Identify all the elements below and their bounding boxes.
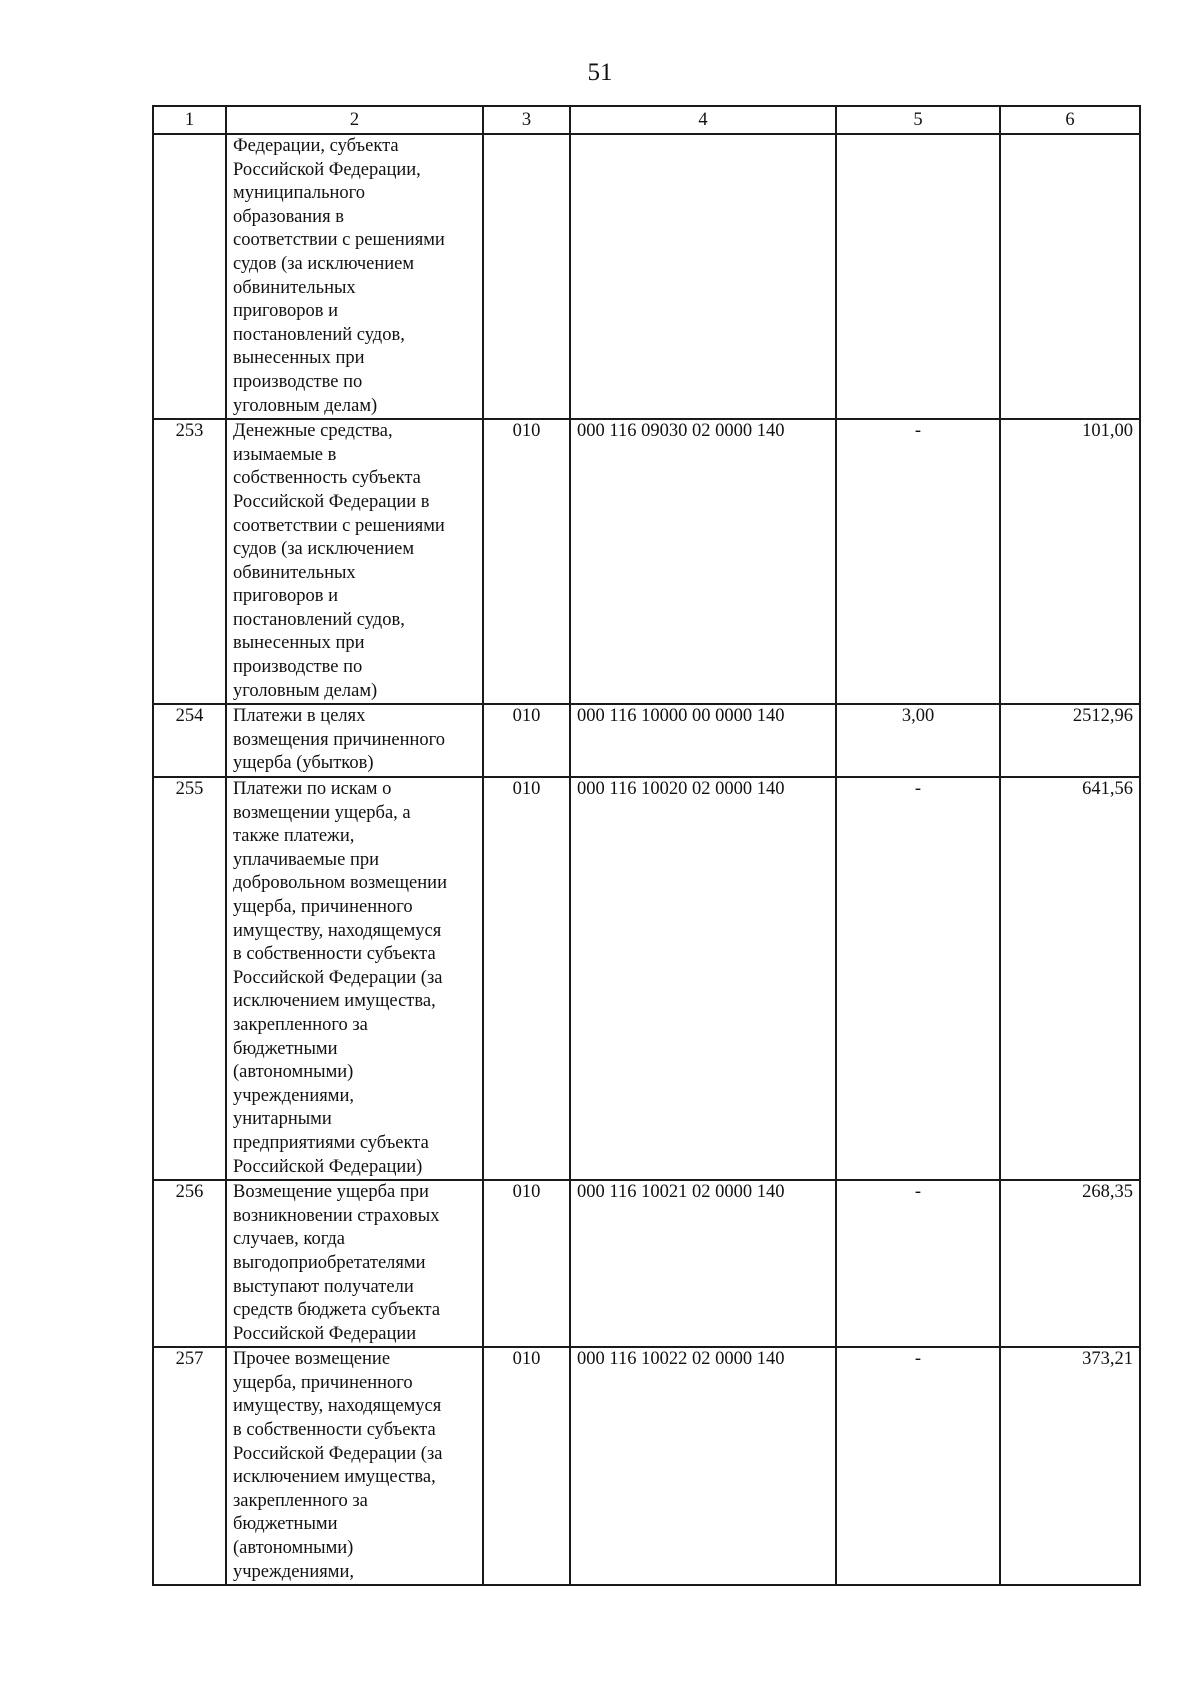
- row-description: Денежные средства, изымаемые в собственность субъекта Российской Федерации в соответствии с решениями судов (за исключением обвинительных приговоров и постановлений судов, вынесенных при производстве по уголовным делам): [226, 419, 483, 704]
- row-col6-value: 2512,96: [1000, 704, 1140, 777]
- row-budget-code: 000 116 10000 00 0000 140: [570, 704, 836, 777]
- row-col6-value: 373,21: [1000, 1347, 1140, 1585]
- header-col-6: 6: [1000, 106, 1140, 134]
- row-budget-code: [570, 134, 836, 419]
- row-admin-code: 010: [483, 1347, 570, 1585]
- row-number: 253: [153, 419, 226, 704]
- row-description: Платежи по искам о возмещении ущерба, а также платежи, уплачиваемые при добровольном возмещении ущерба, причиненного имуществу, находящемуся в собственности субъекта Российской Федерации (за исключением имущества, закрепленного за бюджетными (автономными) учреждениями, унитарными предприятиями субъекта Российской Федерации): [226, 777, 483, 1180]
- page-number: 51: [587, 59, 613, 86]
- row-number: 257: [153, 1347, 226, 1585]
- row-budget-code: 000 116 09030 02 0000 140: [570, 419, 836, 704]
- table-row: [153, 777, 1140, 1180]
- header-col-5: 5: [836, 106, 1000, 134]
- header-col-3: 3: [483, 106, 570, 134]
- table-row: [153, 704, 1140, 777]
- header-col-1: 1: [153, 106, 226, 134]
- table-row: [153, 1347, 1140, 1585]
- table-row: [153, 1180, 1140, 1347]
- table-row: [153, 419, 1140, 704]
- row-col5-value: -: [836, 1180, 1000, 1347]
- row-number: [153, 134, 226, 419]
- row-col5-value: -: [836, 777, 1000, 1180]
- row-admin-code: 010: [483, 1180, 570, 1347]
- row-description: Федерации, субъекта Российской Федерации, муниципального образования в соответствии с решениями судов (за исключением обвинительных приговоров и постановлений судов, вынесенных при производстве по уголовным делам): [226, 134, 483, 419]
- row-col5-value: [836, 134, 1000, 419]
- header-row: [153, 106, 1140, 134]
- revenue-table: [152, 105, 1141, 1586]
- row-admin-code: 010: [483, 419, 570, 704]
- row-number: 254: [153, 704, 226, 777]
- row-col6-value: [1000, 134, 1140, 419]
- row-description: Возмещение ущерба при возникновении страховых случаев, когда выгодоприобретателями выступают получатели средств бюджета субъекта Российской Федерации: [226, 1180, 483, 1347]
- header-col-2: 2: [226, 106, 483, 134]
- row-col6-value: 268,35: [1000, 1180, 1140, 1347]
- row-col5-value: -: [836, 419, 1000, 704]
- row-budget-code: 000 116 10020 02 0000 140: [570, 777, 836, 1180]
- row-admin-code: 010: [483, 704, 570, 777]
- row-admin-code: 010: [483, 777, 570, 1180]
- row-admin-code: [483, 134, 570, 419]
- header-col-4: 4: [570, 106, 836, 134]
- row-col6-value: 101,00: [1000, 419, 1140, 704]
- row-number: 256: [153, 1180, 226, 1347]
- row-budget-code: 000 116 10022 02 0000 140: [570, 1347, 836, 1585]
- row-description: Прочее возмещение ущерба, причиненного имуществу, находящемуся в собственности субъекта Российской Федерации (за исключением имущества, закрепленного за бюджетными (автономными) учреждениями,: [226, 1347, 483, 1585]
- row-number: 255: [153, 777, 226, 1180]
- row-col5-value: 3,00: [836, 704, 1000, 777]
- row-col5-value: -: [836, 1347, 1000, 1585]
- row-col6-value: 641,56: [1000, 777, 1140, 1180]
- row-description: Платежи в целях возмещения причиненного ущерба (убытков): [226, 704, 483, 777]
- table-row: [153, 134, 1140, 419]
- row-budget-code: 000 116 10021 02 0000 140: [570, 1180, 836, 1347]
